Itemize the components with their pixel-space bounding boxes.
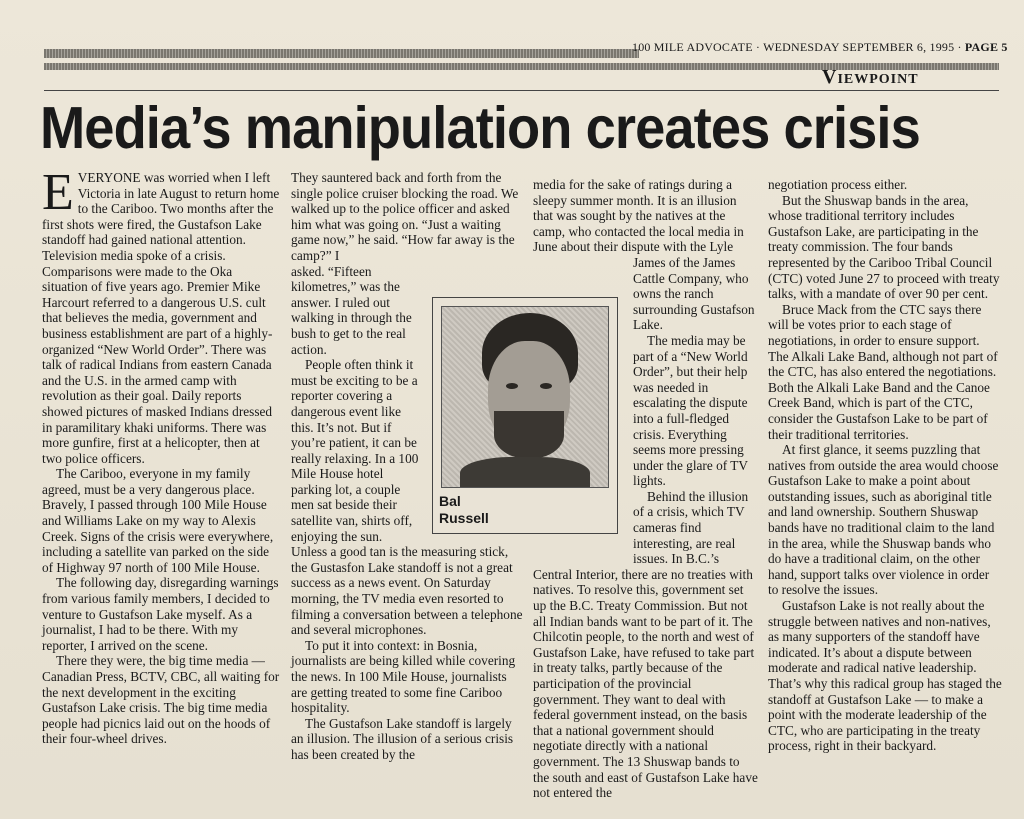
byline-first-name: Bal xyxy=(439,493,461,509)
section-label: Viewpoint xyxy=(822,66,919,88)
paragraph: Gustafson Lake is not really about the struggle between natives and non-natives, as many supporters of the standoff have indicated. It’s about a dispute between moderate and radical native leadership. That’s why this radical group has staged the standoff at Gustafson Lake — to make a point with the moderate leadership of the CTC, who are participating in the treaty process, right in their backyard. xyxy=(768,598,1002,754)
paragraph: But the Shuswap bands in the area, whose traditional territory includes Gustafson Lake, are participating in the treaty commission. The four bands represented by the Cariboo Tribal Council (CTC) voted June 27 to proceed with treaty talks, with a mandate of over 90 per cent. xyxy=(768,192,1000,302)
narrow-text-block xyxy=(633,255,759,567)
paragraph: The Cariboo, everyone in my family agreed, must be a very dangerous place. Bravely, I passed through 100 Mile House and Williams Lake on my way to Alexis Creek. Signs of the crisis were everywhere, including a satellite van parked on the side of Highway 97 north of 100 Mile House. xyxy=(42,466,274,575)
paragraph: Bruce Mack from the CTC says there will be votes prior to each stage of negotiations, in order to ensure support. The Alkali Lake Band, although not part of the CTC, has also entered the negotiations. Both the Alkali Lake Band and the Canoe Creek Band, which is part of the CTC, consider the Gustafson Lake to be part of their traditional territories. xyxy=(768,301,998,442)
paragraph: They sauntered back and forth from the single police cruiser blocking the road. We walked up to the police officer and asked him what was going on. “Just a waiting game now,” he said. “How far away is the camp?” I xyxy=(291,170,519,263)
paragraph: Central Interior, there are no treaties with natives. To resolve this, government set up the B.C. Treaty Commission. But not all Indian bands want to be part of it. The Chilcotin people, to the north and west of Gustafson Lake, have refused to take part in treaty talks, partly because of the participation of the provincial government. They want to deal with federal government instead, on the basis that a national government should negotiate directly with a national government. The 13 Shuswap bands to the south and east of Gustafson Lake have not entered the xyxy=(533,566,758,801)
paragraph: The Gustafson Lake standoff is largely an illusion. The illusion of a serious crisis has been created by the xyxy=(291,715,514,762)
paragraph: People often think it must be exciting to be a reporter covering a dangerous event like this. It’s not. But if you’re patient, it can be really relaxing. In a 100 Mile House hotel parking lot, a couple men sat beside their satellite van, shirts off, enjoying the sun. xyxy=(291,357,419,544)
page-number: PAGE 5 xyxy=(964,40,1008,54)
dateline-text: 100 MILE ADVOCATE · WEDNESDAY SEPTEMBER 6, 1995 · xyxy=(632,40,962,54)
paragraph: The following day, disregarding warnings from various family members, I decided to venture to Gustafson Lake myself. As a journalist, I had to be there. With my reporter, I arrived on the scene. xyxy=(42,575,279,653)
paragraph: media for the sake of ratings during a sleepy summer month. It is an illusion that was sought by the natives at the camp, who contacted the local media in June about their dispute with the Lyle xyxy=(533,177,744,255)
headline: Media’s manipulation creates crisis xyxy=(40,95,920,161)
paragraph: asked. “Fifteen kilometres,” was the answer. I ruled out walking in through the bush to get to the real action. xyxy=(291,263,412,357)
paragraph: At first glance, it seems puzzling that natives from outside the area would choose Gustafson Lake to make a point about outstanding issues, such as aboriginal title and land ownership. Southern Shuswap bands have no traditional claim to the land in the area, while the Shuswap bands who do have a traditional claim, on the other hand, support talks over violence in order to resolve the issues. xyxy=(768,442,999,598)
paragraph: Behind the illusion of a crisis, which TV cameras find interesting, are real issues. In B.C.’s xyxy=(633,488,749,567)
paragraph-text: VERYONE was worried when I left Victoria in late August to return home to the Cariboo. Two months after the first shots were fired, the Gustafson Lake standoff had gained national attention. Television media spoke of a crisis. Comparisons were made to the Oka situation of five years ago. Premier Mike Harcourt referred to a dangerous U.S. cult that believes the media, government and business establishment are part of a highly-organized “New World Order”. There was talk of radical Indians from eastern Canada and the U.S. in the armed camp with revolution as their goal. Daily reports showed pictures of masked Indians dressed in paramilitary khaki uniforms. There was more gunfire, first at a helicopter, then at two police officers. xyxy=(42,170,280,466)
narrow-text-block xyxy=(291,264,419,545)
paragraph: The media may be part of a “New World Order”, but their help was needed in escalating the dispute into a full-fledged crisis. Everything seems more pressing under the glare of TV lights. xyxy=(633,332,748,489)
masthead-bar xyxy=(44,49,639,58)
author-photo-box xyxy=(432,297,618,534)
paragraph: There they were, the big time media — Canadian Press, BCTV, CBC, all waiting for the next development in the exciting Gustafson Lake crisis. The big time media people had picnics laid out on the hoods of their four-wheel drives. xyxy=(42,653,280,747)
paragraph: negotiation process either. xyxy=(768,177,908,192)
dateline xyxy=(632,40,1012,55)
paragraph xyxy=(42,164,280,466)
byline xyxy=(439,493,489,527)
author-photo xyxy=(441,306,609,488)
byline-last-name: Russell xyxy=(439,510,489,526)
drop-cap: E xyxy=(42,164,74,221)
paragraph: James of the James Cattle Company, who owns the ranch surrounding Gustafson Lake. xyxy=(633,254,755,333)
article-column-4 xyxy=(768,177,1002,754)
article-column-1 xyxy=(42,164,280,747)
paragraph: To put it into context: in Bosnia, journalists are being killed while covering the news. In 100 Mile House, journalists are getting treated to some fine Cariboo hospitality. xyxy=(291,637,516,716)
paragraph: Unless a good tan is the measuring stick, the Gustasfon Lake standoff is not a great success as a news event. On Saturday morning, the TV media even resorted to filming a conversation between a telephone and several microphones. xyxy=(291,544,523,638)
